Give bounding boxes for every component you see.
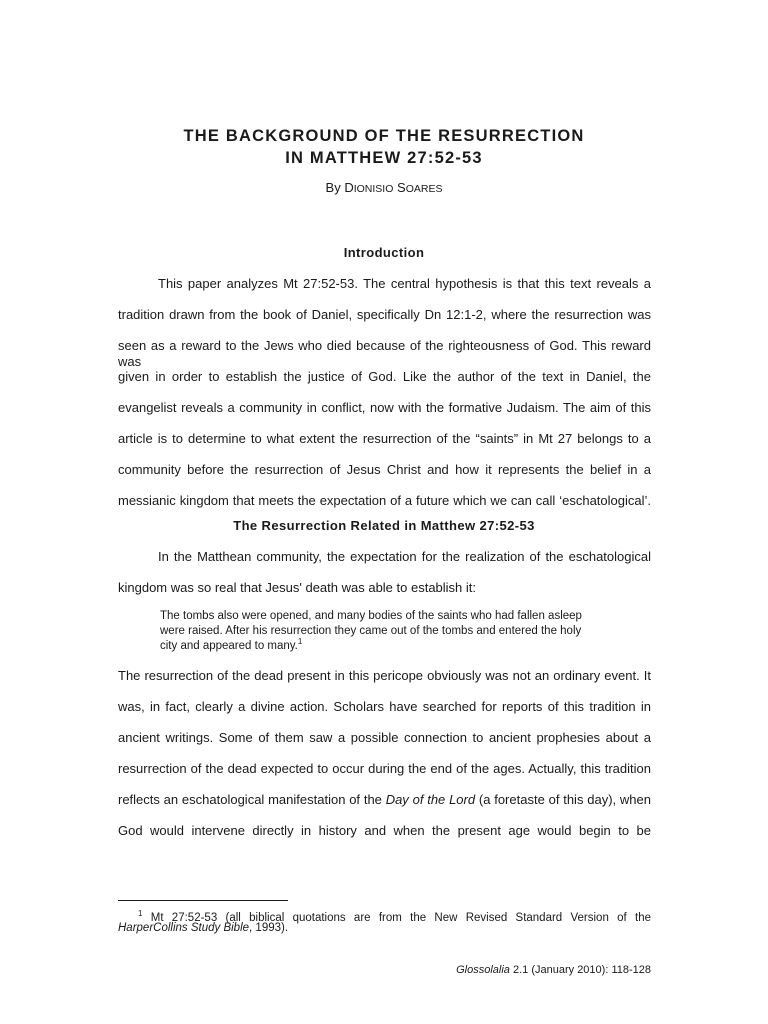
text-line: kingdom was so real that Jesus' death was able to establish it: — [118, 580, 477, 595]
text-line: evangelist reveals a community in conflict, now with the formative Judaism. The aim of this — [118, 400, 651, 415]
author-byline: By DIONISIO SOARES — [325, 180, 443, 195]
introduction-heading: Introduction — [343, 245, 425, 260]
text-line: ancient writings. Some of them saw a possible connection to ancient prophesies about a — [118, 730, 651, 745]
quote-line: city and appeared to many.$^1$ — [160, 637, 303, 652]
text-line: given in order to establish the justice of God. Like the author of the text in Daniel, the — [118, 369, 651, 384]
text-line: was, in fact, clearly a divine action. Scholars have searched for reports of this tradition in — [118, 699, 651, 714]
quote-line: were raised. After his resurrection they came out of the tombs and entered the holy — [160, 625, 582, 637]
footnote-reference[interactable]: 1 — [297, 637, 303, 647]
footnote-line: $^1$ Mt 27:52-53 (all biblical quotations are from the New Revised Standard Version of the — [138, 909, 651, 924]
footnote-line: HarperCollins Study Bible, 1993). — [118, 922, 289, 934]
journal-citation: Glossolalia 2.1 (January 2010): 118-128 — [456, 964, 651, 976]
text-line: article is to determine to what extent the resurrection of the “saints” in Mt 27 belongs to a — [118, 431, 651, 446]
text-line: messianic kingdom that meets the expectation of a future which we can call ‘eschatological’. — [118, 493, 651, 508]
text-line: God would intervene directly in history and when the present age would begin to be — [118, 823, 651, 838]
footnote-divider — [118, 900, 288, 901]
text-line: seen as a reward to the Jews who died because of the righteousness of God. This reward was — [118, 338, 651, 369]
text-line: This paper analyzes Mt 27:52-53. The central hypothesis is that this text reveals a — [158, 276, 651, 291]
text-line: tradition drawn from the book of Daniel, specifically Dn 12:1-2, where the resurrection was — [118, 307, 651, 322]
text-line: community before the resurrection of Jesus Christ and how it represents the belief in a — [118, 462, 651, 477]
quote-line: The tombs also were opened, and many bodies of the saints who had fallen asleep — [160, 610, 582, 622]
text-line: resurrection of the dead expected to occur during the end of the ages. Actually, this tradition — [118, 761, 651, 776]
text-line: The resurrection of the dead present in this pericope obviously was not an ordinary event. It — [118, 668, 651, 683]
text-line: reflects an eschatological manifestation of the Day of the Lord (a foretaste of this day), when — [118, 792, 651, 807]
paper-title-line-2: IN MATTHEW 27:52-53 — [285, 149, 483, 167]
text-line: In the Matthean community, the expectation for the realization of the eschatological — [158, 549, 651, 564]
section-heading: The Resurrection Related in Matthew 27:52-53 — [233, 518, 535, 533]
paper-title-line-1: THE BACKGROUND OF THE RESURRECTION — [183, 127, 585, 145]
